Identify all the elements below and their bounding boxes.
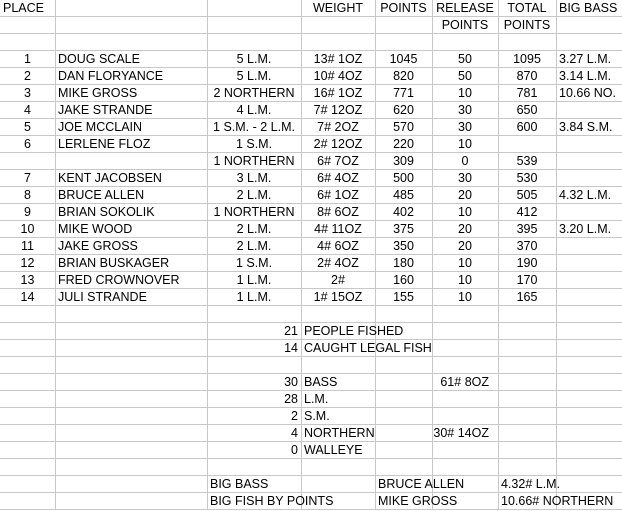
total-points-cell: 1095 [513,52,541,66]
place-cell: 5 [24,120,31,134]
release-points-cell: 30 [458,120,472,134]
release-points-cell: 20 [458,239,472,253]
total-points-cell: 395 [516,222,538,236]
catch-cell: 2 L.M. [236,188,272,202]
weight-cell: 16# 1OZ [313,86,363,100]
catch-cell: 1 L.M. [236,273,272,287]
catch-cell: 1 S.M. [235,137,273,151]
big-bass-cell [556,153,622,170]
catch-cell: 2 L.M. [236,222,272,236]
place-cell: 11 [21,239,34,253]
place-cell: 12 [20,256,35,270]
weight-cell: 2# 12OZ [313,137,363,151]
angler-name-cell: FRED CROWNOVER [58,273,180,287]
species-label: NORTHERN [304,426,375,440]
big-bass-cell [556,289,622,306]
weight-cell: 4# 11OZ [314,222,362,236]
people-fished-count: 21 [284,324,298,338]
total-points-cell: 781 [516,86,538,100]
total-points-cell: 539 [516,154,538,168]
release-points-cell: 30 [458,171,472,185]
header-release-points: POINTS [441,18,489,32]
species-weight [375,391,495,408]
release-points-cell: 10 [458,256,472,270]
release-points-cell: 50 [458,52,472,66]
release-points-cell: 10 [458,137,472,151]
total-points-cell: 165 [516,290,538,304]
weight-cell: 2# 4OZ [317,256,359,270]
species-weight: 30# 14OZ [433,426,489,440]
big-bass-cell: 10.66 NO. [559,86,616,100]
points-cell: 220 [393,137,414,151]
big-bass-cell [556,255,622,272]
catch-cell: 5 L.M. [236,69,272,83]
place-cell: 6 [24,137,31,151]
catch-cell: 1 S.M. [235,256,273,270]
total-points-cell: 190 [516,256,538,270]
release-points-cell: 30 [458,103,472,117]
weight-cell: 6# 7OZ [317,154,359,168]
catch-cell: 1 S.M. - 2 L.M. [213,120,295,134]
angler-name-cell: DAN FLORYANCE [58,69,164,83]
release-points-cell: 10 [458,86,472,100]
total-points-cell: 530 [516,171,538,185]
big-bass-cell [556,204,622,221]
place-cell: 8 [24,188,31,202]
weight-cell: 1# 15OZ [313,290,363,304]
angler-name-cell: JAKE STRANDE [58,103,153,117]
points-cell: 402 [393,205,414,219]
big-bass-cell: 4.32 L.M. [559,188,612,202]
release-points-cell: 50 [458,69,472,83]
release-points-cell: 10 [458,290,472,304]
place-cell: 14 [20,290,35,304]
angler-name-cell: BRIAN BUSKAGER [58,256,170,270]
points-cell: 1045 [389,52,418,66]
angler-name-cell: LERLENE FLOZ [58,137,151,151]
big-bass-cell: 3.20 L.M. [559,222,612,236]
weight-cell: 4# 6OZ [317,239,359,253]
award-label: BIG FISH BY POINTS [210,494,334,508]
species-weight [375,408,495,425]
total-points-cell: 412 [516,205,538,219]
header-place: PLACE [3,1,44,15]
catch-cell: 1 L.M. [236,290,272,304]
place-cell: 7 [24,171,31,185]
angler-name-cell: BRUCE ALLEN [58,188,145,202]
points-cell: 500 [393,171,414,185]
total-points-cell: 870 [516,69,538,83]
place-cell: 4 [24,103,31,117]
species-count: 0 [291,443,298,457]
release-points-cell: 20 [458,222,472,236]
release-points-cell: 20 [458,188,472,202]
angler-name-cell [55,153,207,170]
weight-cell: 7# 12OZ [313,103,363,117]
angler-name-cell: JAKE GROSS [58,239,138,253]
big-bass-cell: 3.14 L.M. [559,69,612,83]
catch-cell: 1 NORTHERN [213,205,295,219]
people-fished-label: PEOPLE FISHED [304,324,404,338]
points-cell: 820 [393,69,414,83]
release-points-cell: 10 [458,273,472,287]
angler-name-cell: DOUG SCALE [58,52,140,66]
species-count: 28 [284,392,298,406]
species-label: S.M. [304,409,330,423]
place-cell: 13 [20,273,35,287]
award-value: 10.66# NORTHERN [501,494,614,508]
species-label: L.M. [304,392,329,406]
catch-cell: 3 L.M. [236,171,272,185]
species-label: WALLEYE [304,443,363,457]
angler-name-cell: JOE MCCLAIN [58,120,143,134]
place-cell: 1 [24,52,31,66]
big-bass-cell: 3.27 L.M. [559,52,612,66]
species-weight: 61# 8OZ [440,375,489,389]
total-points-cell: 600 [516,120,538,134]
catch-cell: 4 L.M. [236,103,272,117]
total-points-cell: 650 [516,103,538,117]
big-bass-cell [556,272,622,289]
species-weight [375,442,495,459]
points-cell: 160 [393,273,414,287]
header-release: RELEASE [436,1,494,15]
catch-cell: 2 NORTHERN [213,86,295,100]
angler-name-cell: MIKE WOOD [58,222,133,236]
header-big-bass: BIG BASS [559,1,618,15]
species-count: 2 [291,409,298,423]
big-bass-cell [556,238,622,255]
points-cell: 350 [393,239,414,253]
place-cell: 3 [24,86,31,100]
big-bass-cell [556,170,622,187]
big-bass-cell [556,136,622,153]
legal-fish-label: CAUGHT LEGAL FISH [304,341,432,355]
place-cell: 10 [20,222,35,236]
points-cell: 570 [393,120,414,134]
weight-cell: 6# 1OZ [317,188,359,202]
place-cell [0,153,55,170]
header-total: TOTAL [507,1,547,15]
points-cell: 485 [393,188,414,202]
points-cell: 375 [393,222,414,236]
angler-name-cell: BRIAN SOKOLIK [58,205,155,219]
points-cell: 771 [393,86,414,100]
species-count: 4 [291,426,298,440]
catch-cell: 1 NORTHERN [213,154,295,168]
release-points-cell: 0 [461,154,469,168]
total-points-cell: 505 [516,188,538,202]
award-label: BIG BASS [210,477,269,491]
species-label: BASS [304,375,338,389]
weight-cell: 6# 4OZ [317,171,359,185]
release-points-cell: 10 [458,205,472,219]
place-cell: 2 [24,69,31,83]
award-winner: MIKE GROSS [378,494,458,508]
big-bass-cell: 3.84 S.M. [559,120,613,134]
total-points-cell: 170 [516,273,538,287]
weight-cell: 2# [331,273,345,287]
weight-cell: 8# 6OZ [317,205,359,219]
big-bass-cell [556,102,622,119]
angler-name-cell: JULI STRANDE [58,290,147,304]
points-cell: 309 [393,154,414,168]
total-points-cell [498,136,556,153]
place-cell: 9 [24,205,31,219]
award-winner: BRUCE ALLEN [378,477,465,491]
header-weight: WEIGHT [313,1,363,15]
header-points: POINTS [380,1,427,15]
catch-cell: 2 L.M. [236,239,272,253]
legal-fish-count: 14 [284,341,298,355]
points-cell: 620 [393,103,414,117]
points-cell: 180 [393,256,414,270]
angler-name-cell: MIKE GROSS [58,86,138,100]
award-value: 4.32# L.M. [501,477,561,491]
catch-cell: 5 L.M. [236,52,272,66]
total-points-cell: 370 [516,239,538,253]
points-cell: 155 [393,290,414,304]
weight-cell: 7# 2OZ [317,120,359,134]
species-count: 30 [284,375,298,389]
weight-cell: 13# 1OZ [313,52,363,66]
angler-name-cell: KENT JACOBSEN [58,171,162,185]
header-total-points: POINTS [503,18,551,32]
weight-cell: 10# 4OZ [313,69,363,83]
